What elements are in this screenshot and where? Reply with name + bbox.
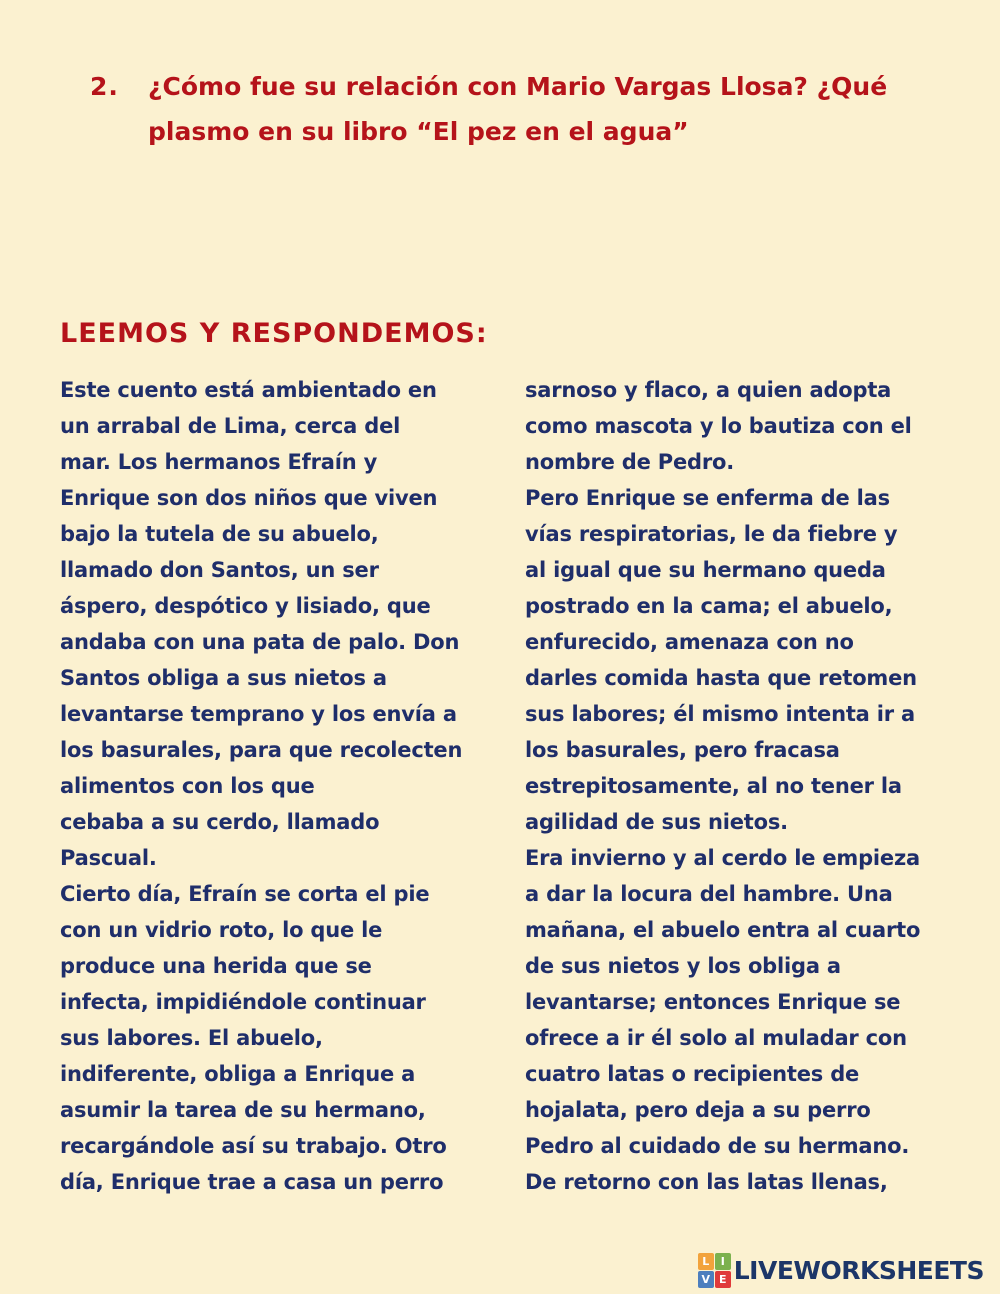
story-line: Enrique son dos niños que viven (60, 486, 438, 510)
story-line: los basurales, para que recolecten (60, 738, 463, 762)
story-line: mar. Los hermanos Efraín y (60, 450, 378, 474)
story-columns (60, 372, 970, 1200)
story-line: un arrabal de Lima, cerca del (60, 414, 401, 438)
story-line: Este cuento está ambientado en (60, 378, 437, 402)
story-line: levantarse; entonces Enrique se (525, 990, 901, 1014)
story-line: produce una herida que se (60, 954, 372, 978)
story-line: de sus nietos y los obliga a (525, 954, 841, 978)
story-line: mañana, el abuelo entra al cuarto (525, 918, 921, 942)
story-line: hojalata, pero deja a su perro (525, 1098, 871, 1122)
story-line: andaba con una pata de palo. Don (60, 630, 460, 654)
story-line: estrepitosamente, al no tener la (525, 774, 902, 798)
logo-tile-l: L (698, 1253, 714, 1270)
story-line: De retorno con las latas llenas, (525, 1170, 888, 1194)
story-line: Pero Enrique se enferma de las (525, 486, 890, 510)
brand-text: LIVEWORKSHEETS (733, 1256, 984, 1285)
story-line: con un vidrio roto, lo que le (60, 918, 383, 942)
liveworksheets-grid-icon (698, 1253, 731, 1288)
question-text (148, 64, 950, 154)
story-line: vías respiratorias, le da fiebre y (525, 522, 898, 546)
logo-tile-e: E (715, 1271, 731, 1288)
story-column-left (60, 372, 505, 1200)
story-line: bajo la tutela de su abuelo, (60, 522, 379, 546)
story-line: cuatro latas o recipientes de (525, 1062, 860, 1086)
story-line: infecta, impidiéndole continuar (60, 990, 426, 1014)
story-line: los basurales, pero fracasa (525, 738, 840, 762)
story-line: sarnoso y flaco, a quien adopta (525, 378, 892, 402)
liveworksheets-logo (698, 1253, 984, 1288)
story-line: sus labores. El abuelo, (60, 1026, 323, 1050)
story-line: nombre de Pedro. (525, 450, 735, 474)
story-line: sus labores; él mismo intenta ir a (525, 702, 915, 726)
story-line: cebaba a su cerdo, llamado (60, 810, 380, 834)
story-line: darles comida hasta que retomen (525, 666, 917, 690)
story-line: recargándole así su trabajo. Otro (60, 1134, 447, 1158)
story-column-right (525, 372, 970, 1200)
story-line: día, Enrique trae a casa un perro (60, 1170, 444, 1194)
question-heading (90, 64, 950, 154)
story-line: llamado don Santos, un ser (60, 558, 379, 582)
story-line: postrado en la cama; el abuelo, (525, 594, 893, 618)
story-line: indiferente, obliga a Enrique a (60, 1062, 416, 1086)
story-line: Santos obliga a sus nietos a (60, 666, 387, 690)
story-line: Pascual. (60, 846, 157, 870)
story-line: como mascota y lo bautiza con el (525, 414, 912, 438)
story-line: Era invierno y al cerdo le empieza (525, 846, 920, 870)
story-line: agilidad de sus nietos. (525, 810, 788, 834)
question-line: ¿Cómo fue su relación con Mario Vargas Llosa? ¿Qué (148, 72, 888, 101)
story-line: levantarse temprano y los envía a (60, 702, 457, 726)
logo-tile-v: V (698, 1271, 714, 1288)
logo-tile-i: I (715, 1253, 731, 1270)
story-line: alimentos con los que (60, 774, 315, 798)
story-line: a dar la locura del hambre. Una (525, 882, 893, 906)
story-line: áspero, despótico y lisiado, que (60, 594, 431, 618)
story-line: enfurecido, amenaza con no (525, 630, 854, 654)
section-heading: LEEMOS Y RESPONDEMOS: (60, 318, 488, 349)
story-line: Pedro al cuidado de su hermano. (525, 1134, 910, 1158)
story-line: Cierto día, Efraín se corta el pie (60, 882, 430, 906)
story-line: al igual que su hermano queda (525, 558, 886, 582)
question-line: plasmo en su libro “El pez en el agua” (148, 117, 689, 146)
question-number: 2. (90, 72, 119, 101)
story-line: ofrece a ir él solo al muladar con (525, 1026, 907, 1050)
story-line: asumir la tarea de su hermano, (60, 1098, 426, 1122)
